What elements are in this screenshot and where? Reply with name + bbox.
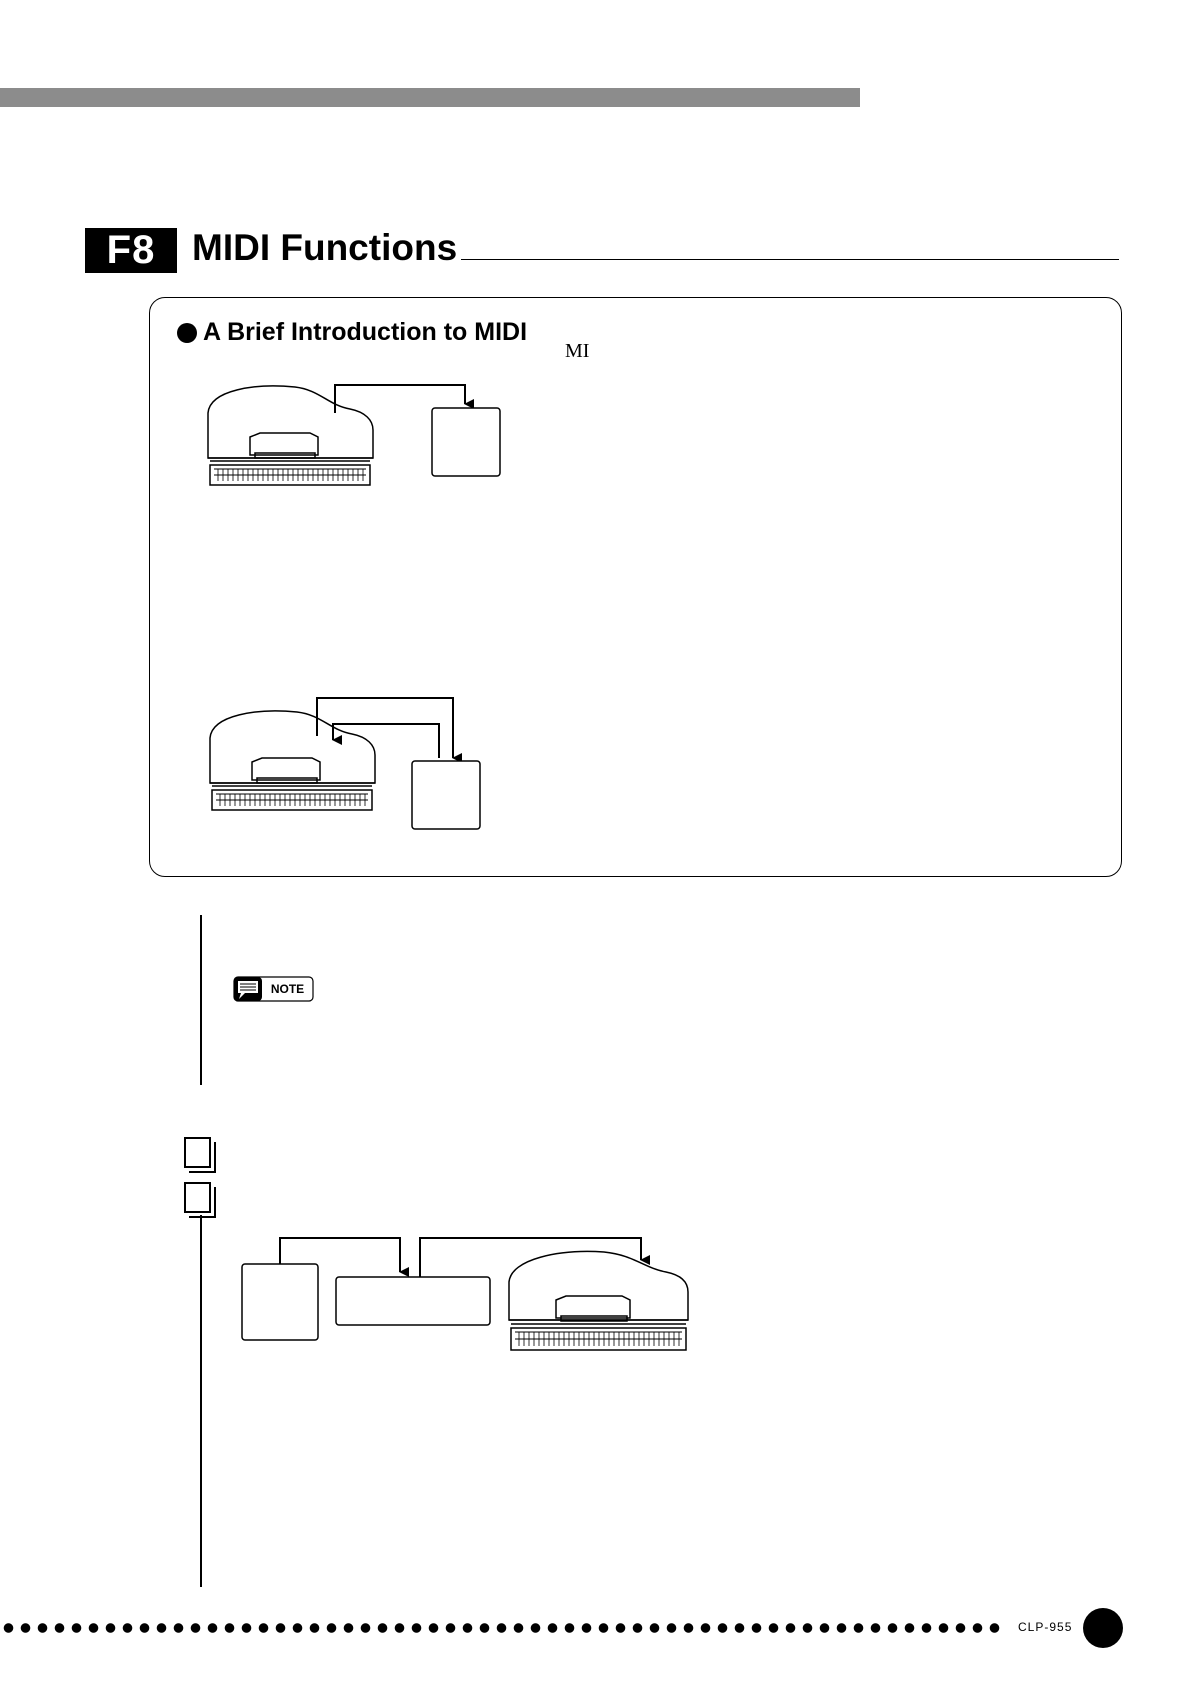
midi-diagram-chain — [238, 1232, 693, 1362]
midi-diagram-in-out — [205, 690, 495, 835]
title-underline — [461, 259, 1119, 260]
section-badge: F8 — [85, 228, 177, 273]
midi-interface-box — [336, 1277, 490, 1325]
grand-piano-icon — [509, 1251, 688, 1350]
step-box-icon — [184, 1137, 211, 1168]
intro-heading-text: A Brief Introduction to MIDI — [203, 318, 528, 346]
note-badge — [233, 976, 314, 1002]
step-box-icon — [184, 1182, 211, 1213]
midi-device-box — [242, 1264, 318, 1340]
top-gray-bar — [0, 88, 860, 107]
midi-device-box — [412, 761, 480, 829]
footer-dotted-rule — [0, 1620, 1000, 1636]
intro-text-fragment: MI — [565, 340, 590, 362]
margin-rule — [200, 1215, 202, 1587]
margin-rule — [200, 915, 202, 1085]
page-title: MIDI Functions — [192, 227, 458, 268]
model-label: CLP-955 — [1018, 1620, 1073, 1634]
grand-piano-icon — [210, 711, 375, 810]
intro-heading — [177, 316, 527, 348]
bullet-icon — [177, 323, 197, 343]
midi-device-box — [432, 408, 500, 476]
grand-piano-icon — [208, 386, 373, 485]
midi-diagram-out — [200, 375, 510, 495]
note-label: NOTE — [270, 982, 305, 996]
page-number-badge — [1083, 1608, 1123, 1648]
